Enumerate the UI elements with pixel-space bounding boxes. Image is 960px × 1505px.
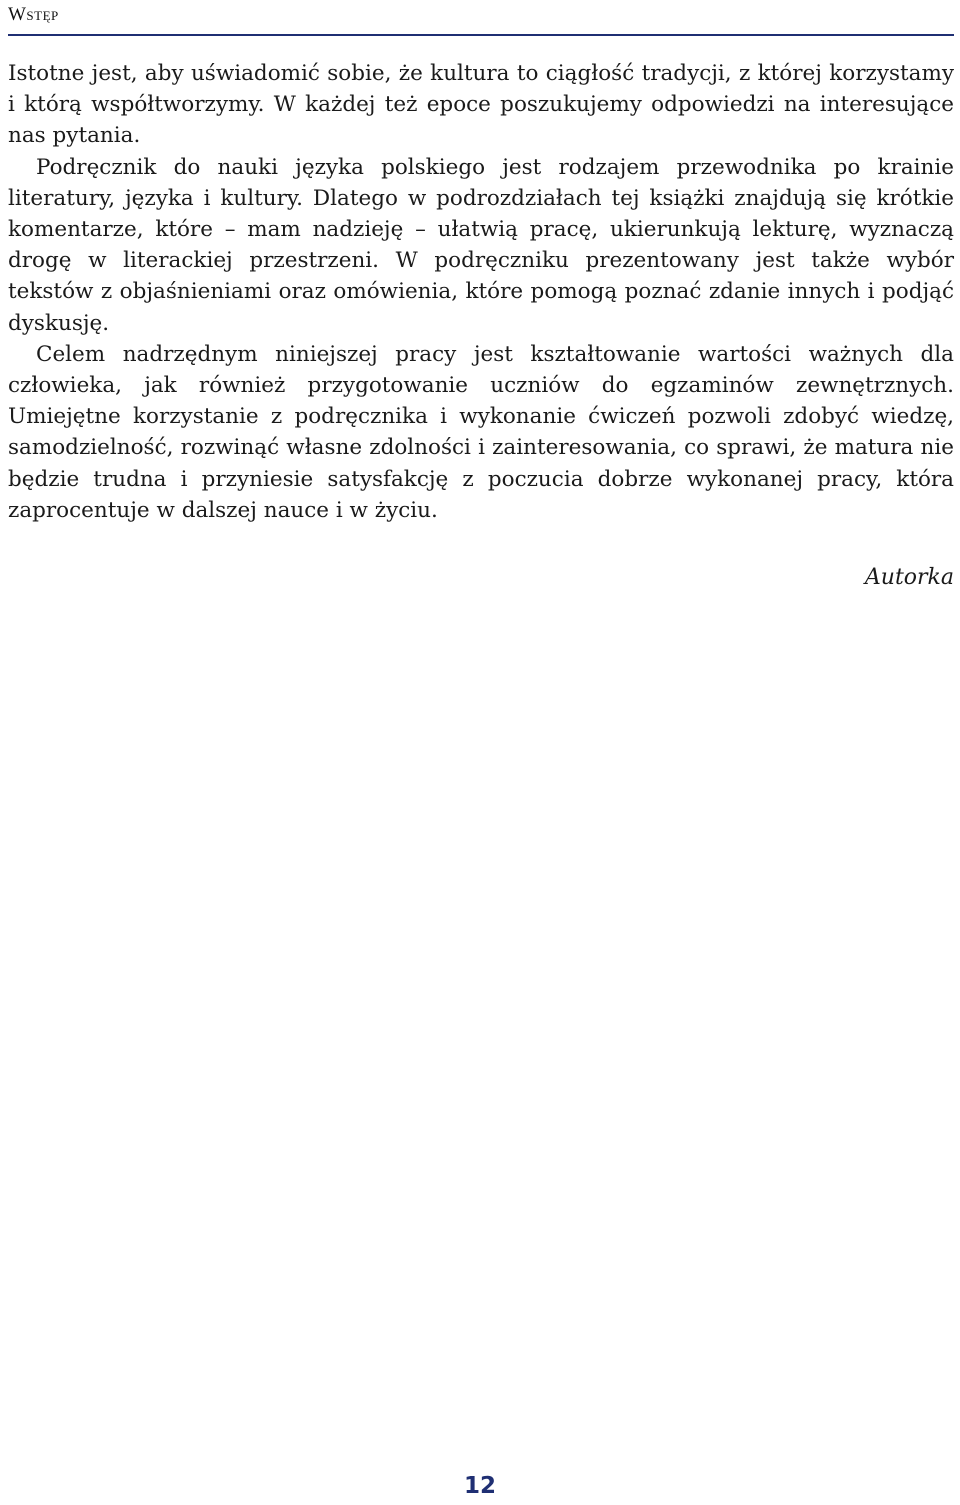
paragraph-1: Istotne jest, aby uświadomić sobie, że kultura to ciągłość tradycji, z której korzystamy i którą współtworzymy. W każdej też epoce poszukujemy odpowiedzi na interesujące nas pytania. [8,61,954,149]
author-signature: Autorka [864,565,954,590]
header-divider [8,34,954,36]
body-text [8,58,954,526]
page-number: 12 [463,1473,496,1499]
paragraph-2: Podręcznik do nauki języka polskiego jest rodzajem przewodnika po krainie literatury, języka i kultury. Dlatego w podrozdziałach tej książki znajdują się krótkie komentarze, które – mam nadzieję – ułatwią pracę, ukierunkują lekturę, wyznaczą drogę w literackiej przestrzeni. W podręczniku prezentowany jest także wybór tekstów z objaśnieniami oraz omówienia, które pomogą poznać zdanie innych i podjąć dyskusję. [8,154,954,336]
running-head-title: Wstęp [8,4,59,25]
paragraph-3: Celem nadrzędnym niniejszej pracy jest kształtowanie wartości ważnych dla człowieka, jak również przygotowanie uczniów do egzaminów zewnętrznych. Umiejętne korzystanie z podręcznika i wykonanie ćwiczeń pozwoli zdobyć wiedzę, samodzielność, rozwinąć własne zdolności i zainteresowania, co sprawi, że matura nie będzie trudna i przyniesie satysfakcję z poczucia dobrze wykonanej pracy, która zaprocentuje w dalszej nauce i w życiu. [8,341,954,523]
